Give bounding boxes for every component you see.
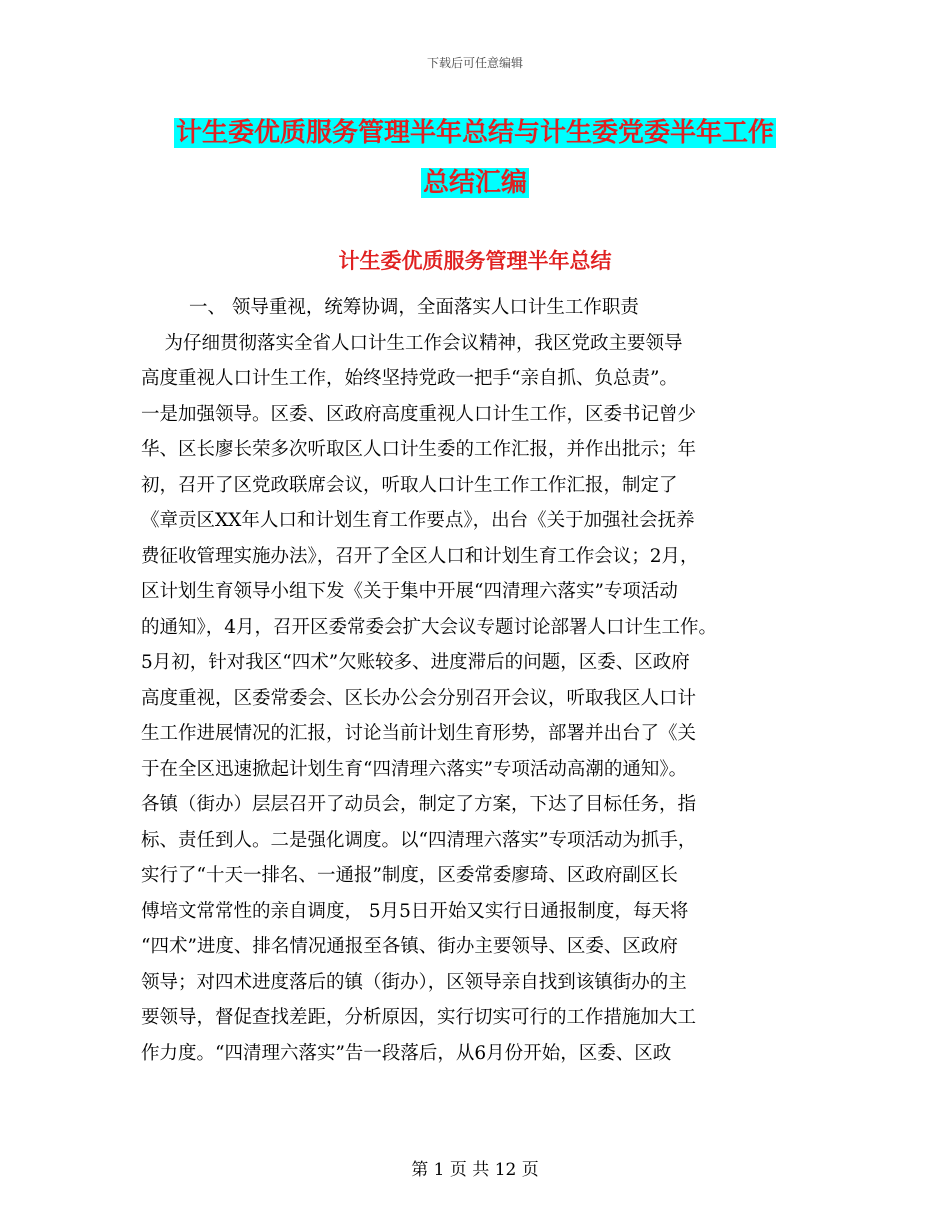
main-title-line1: 计生委优质服务管理半年总结与计生委党委半年工作 bbox=[175, 118, 774, 148]
body-line: 生工作进展情况的汇报，讨论当前计划生育形势，部署并出台了《关 bbox=[141, 723, 697, 744]
main-title bbox=[0, 108, 950, 208]
body-line: 各镇（街办）层层召开了动员会，制定了方案，下达了目标任务，指 bbox=[141, 794, 697, 815]
body-line: 于在全区迅速掀起计划生育“四清理六落实”专项活动高潮的通知》。 bbox=[141, 758, 688, 780]
header-note: 下载后可任意编辑 bbox=[426, 56, 523, 70]
body-line: 傅培文常常性的亲自调度， 5月5日开始又实行日通报制度，每天将 bbox=[141, 900, 689, 922]
section-title: 计生委优质服务管理半年总结 bbox=[338, 249, 612, 273]
body-line: 标、责任到人。二是强化调度。以“四清理六落实”专项活动为抓手， bbox=[141, 829, 697, 851]
body-line: 费征收管理实施办法》，召开了全区人口和计划生育工作会议；2月， bbox=[141, 545, 699, 567]
body-line: 的通知》，4月，召开区委常委会扩大会议专题讨论部署人口计生工作。 bbox=[141, 616, 718, 638]
heading-1: 一、 领导重视，统筹协调，全面落实人口计生工作职责 bbox=[189, 297, 639, 318]
body-text bbox=[141, 290, 821, 1071]
body-line: 一是加强领导。区委、区政府高度重视人口计生工作，区委书记曾少 bbox=[141, 403, 697, 425]
body-line: “四术”进度、排名情况通报至各镇、街办主要领导、区委、区政府 bbox=[141, 936, 678, 957]
body-line: 《章贡区XX年人口和计划生育工作要点》，出台《关于加强社会抚养 bbox=[141, 510, 695, 531]
body-line: 领导；对四术进度落后的镇（街办），区领导亲自找到该镇街办的主 bbox=[141, 971, 687, 993]
body-line: 高度重视人口计生工作，始终坚持党政一把手“亲自抓、负总责”。 bbox=[141, 368, 678, 389]
body-line: 高度重视，区委常委会、区长办公会分别召开会议，听取我区人口计 bbox=[141, 687, 697, 709]
body-line: 作力度。“四清理六落实”告一段落后，从6月份开始，区委、区政 bbox=[141, 1042, 672, 1064]
body-line: 初，召开了区党政联席会议，听取人口计生工作工作汇报，制定了 bbox=[141, 474, 678, 496]
body-paragraph bbox=[141, 326, 821, 1072]
body-line: 实行了“十天一排名、一通报”制度，区委常委廖琦、区政府副区长 bbox=[141, 865, 678, 886]
body-line: 要领导，督促查找差距，分析原因，实行切实可行的工作措施加大工 bbox=[141, 1007, 697, 1028]
page-footer: 第 1 页 共 12 页 bbox=[411, 1160, 539, 1180]
body-line: 华、区长廖长荣多次听取区人口计生委的工作汇报，并作出批示；年 bbox=[141, 439, 697, 460]
main-title-line2: 总结汇编 bbox=[422, 168, 527, 198]
body-line: 区计划生育领导小组下发《关于集中开展“四清理六落实”专项活动 bbox=[141, 581, 678, 602]
body-line: 5月初，针对我区“四术”欠账较多、进度滞后的问题，区委、区政府 bbox=[141, 652, 690, 673]
body-line: 为仔细贯彻落实全省人口计生工作会议精神，我区党政主要领导 bbox=[141, 332, 683, 354]
